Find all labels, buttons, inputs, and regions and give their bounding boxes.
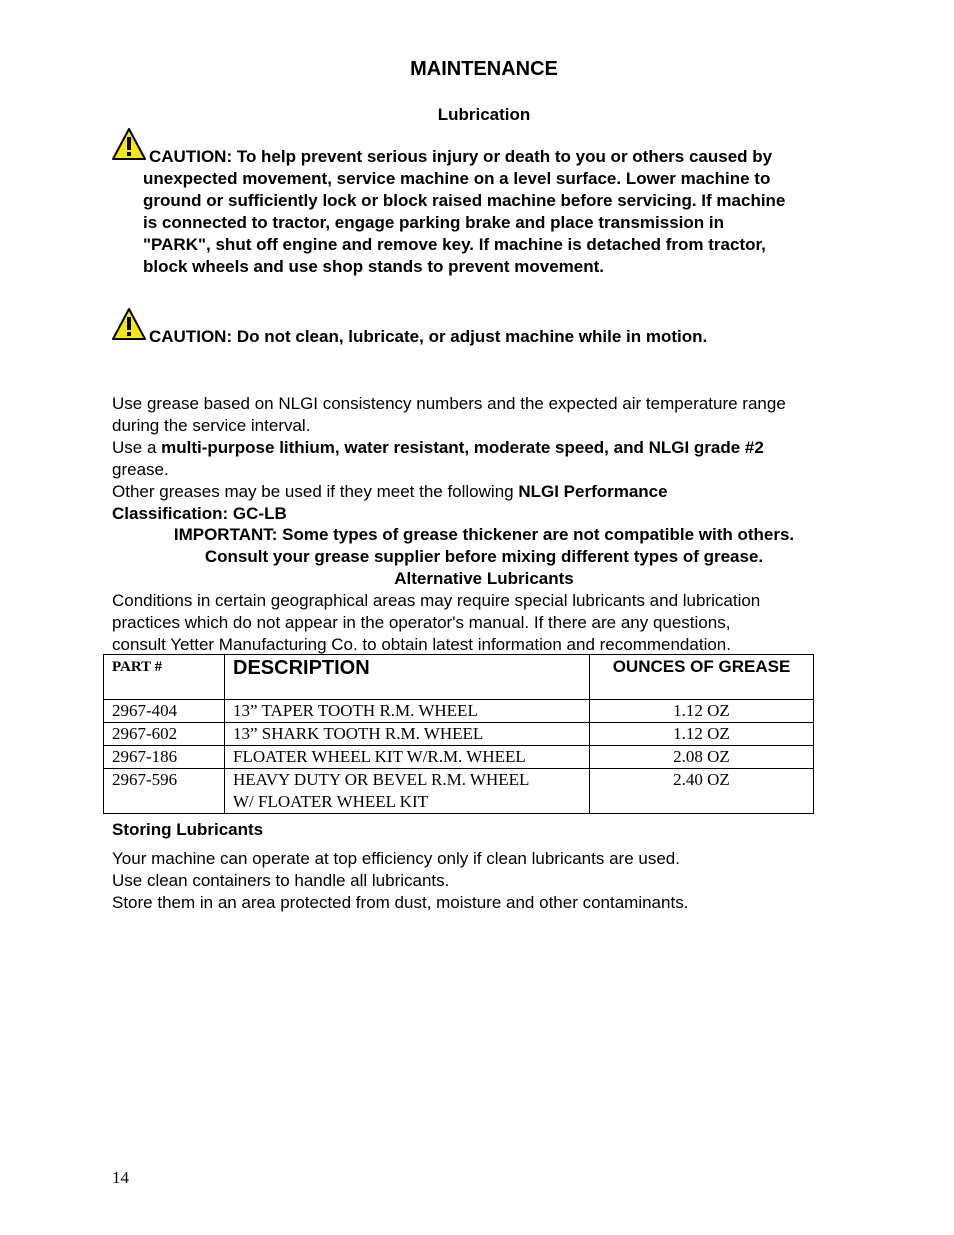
- page-number: 14: [112, 1168, 129, 1187]
- header-description: DESCRIPTION: [233, 657, 370, 679]
- header-ounces: OUNCES OF GREASE: [612, 657, 791, 676]
- description-cell: FLOATER WHEEL KIT W/R.M. WHEEL: [225, 746, 590, 769]
- table-row: [104, 769, 814, 814]
- alternative-line: Conditions in certain geographical areas may require special lubricants and lubrication: [112, 591, 761, 610]
- header-cell: [225, 655, 590, 700]
- text-span: Other greases may be used if they meet the following: [112, 482, 519, 501]
- alternative-line: practices which do not appear in the operator's manual. If there are any questions,: [112, 613, 731, 632]
- caution-1-line: ground or sufficiently lock or block raised machine before servicing. If machine: [143, 191, 786, 210]
- part-cell: 2967-602: [104, 723, 225, 746]
- important-line: Consult your grease supplier before mixing different types of grease.: [204, 547, 764, 566]
- part-cell: 2967-404: [104, 700, 225, 723]
- warning-triangle-icon: [111, 127, 147, 161]
- storing-heading: Storing Lubricants: [112, 820, 264, 839]
- description-line: HEAVY DUTY OR BEVEL R.M. WHEEL: [233, 770, 530, 789]
- ounces-cell: 1.12 OZ: [590, 723, 814, 746]
- storing-line: Use clean containers to handle all lubricants.: [112, 871, 450, 890]
- bold-text: Classification: GC-LB: [112, 504, 287, 523]
- storing-line: Your machine can operate at top efficiency only if clean lubricants are used.: [112, 849, 680, 868]
- section-subtitle: Lubrication: [437, 105, 531, 124]
- header-cell: [590, 655, 814, 700]
- description-line: W/ FLOATER WHEEL KIT: [233, 792, 428, 811]
- table-row: [104, 700, 814, 723]
- grease-line: during the service interval.: [112, 416, 311, 435]
- caution-1-line: unexpected movement, service machine on a level surface. Lower machine to: [143, 169, 771, 188]
- description-cell: 13” SHARK TOOTH R.M. WHEEL: [225, 723, 590, 746]
- ounces-cell: 2.08 OZ: [590, 746, 814, 769]
- table-row: [104, 746, 814, 769]
- storing-line: Store them in an area protected from dust, moisture and other contaminants.: [112, 893, 689, 912]
- warning-triangle-icon: [111, 307, 147, 341]
- grease-paragraph: [112, 393, 862, 525]
- alternative-line: consult Yetter Manufacturing Co. to obtain latest information and recommendation.: [112, 635, 731, 654]
- part-cell: 2967-186: [104, 746, 225, 769]
- description-cell: [225, 769, 590, 814]
- part-cell: 2967-596: [104, 769, 225, 814]
- grease-use-line: [112, 437, 862, 459]
- description-cell: 13” TAPER TOOTH R.M. WHEEL: [225, 700, 590, 723]
- storing-paragraph: [112, 848, 862, 914]
- grease-table: [103, 654, 814, 814]
- caution-1-line: "PARK", shut off engine and remove key. If machine is detached from tractor,: [143, 235, 766, 254]
- important-line: IMPORTANT: Some types of grease thickener are not compatible with others.: [173, 525, 795, 544]
- caution-block-2: CAUTION: Do not clean, lubricate, or adjust machine while in motion.: [149, 327, 708, 346]
- caution-1-line: is connected to tractor, engage parking brake and place transmission in: [143, 213, 724, 232]
- caution-1-line: block wheels and use shop stands to prevent movement.: [143, 257, 605, 276]
- bold-text: NLGI Performance: [518, 482, 668, 501]
- ounces-cell: 1.12 OZ: [590, 700, 814, 723]
- caution-1-line: CAUTION: To help prevent serious injury or death to you or others caused by: [149, 147, 773, 166]
- text-span: Use a: [112, 438, 162, 457]
- alternative-paragraph: [112, 590, 862, 656]
- bold-text: multi-purpose lithium, water resistant, moderate speed, and NLGI grade #2: [161, 438, 764, 457]
- grease-other-line: [112, 481, 862, 503]
- caution-block-1: [143, 146, 863, 278]
- important-note: [100, 524, 868, 590]
- header-part: PART #: [112, 659, 163, 675]
- grease-line: Use grease based on NLGI consistency numbers and the expected air temperature range: [112, 394, 786, 413]
- header-cell: [104, 655, 225, 700]
- ounces-cell: 2.40 OZ: [590, 769, 814, 814]
- page-title: MAINTENANCE: [410, 58, 558, 80]
- grease-line: grease.: [112, 460, 169, 479]
- alternative-lubricants-heading: Alternative Lubricants: [394, 569, 574, 588]
- table-header-row: [104, 655, 814, 700]
- table-row: [104, 723, 814, 746]
